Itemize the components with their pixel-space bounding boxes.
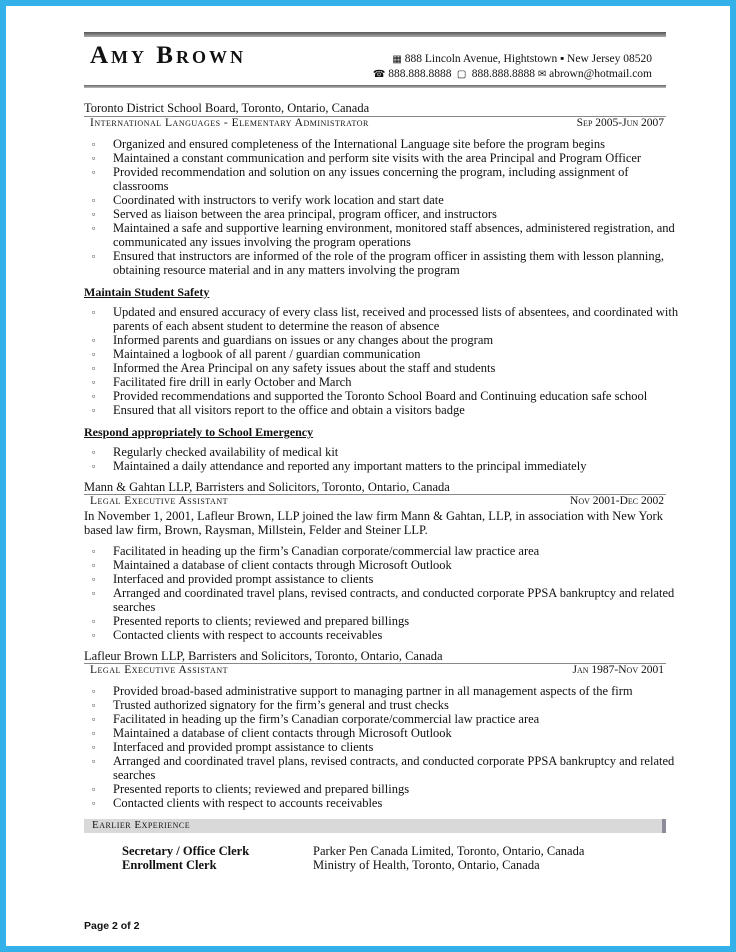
list-item: ▫ Ensured that instructors are informed of the role of the program officer in assisting them with lesson planning, obtaining resource material and in any matters involving the program xyxy=(92,249,665,277)
earlier-experience-heading: Earlier Experience xyxy=(92,819,191,831)
job-employer: Toronto District School Board, Toronto, Ontario, Canada xyxy=(84,101,370,115)
job-title: International Languages - Elementary Administrator xyxy=(90,117,369,129)
list-item: ▫ Contacted clients with respect to accounts receivables xyxy=(92,628,383,642)
subsection-heading: Respond appropriately to School Emergency xyxy=(84,425,314,439)
job-title: Legal Executive Assistant xyxy=(90,664,228,676)
email: abrown@hotmail.com xyxy=(549,68,652,80)
job-bullets xyxy=(92,684,682,810)
list-item: ▫ Provided recommendations and supported the Toronto School Board and Continuing education safe school xyxy=(92,389,648,403)
top-decorative-bar xyxy=(84,32,666,37)
list-item: ▫ Trusted authorized signatory for the firm’s general and trust checks xyxy=(92,698,449,712)
list-item: ▫ Organized and ensured completeness of the International Language site before the program begins xyxy=(92,137,605,151)
list-item: ▫ Informed the Area Principal on any safety issues about the staff and students xyxy=(92,361,496,375)
list-item: ▫ Regularly checked availability of medical kit xyxy=(92,445,339,459)
list-item: ▫ Maintained a constant communication and perform site visits with the area Principal and Program Officer xyxy=(92,151,642,165)
contact-address xyxy=(392,53,652,65)
earlier-role: Enrollment Clerk xyxy=(122,858,217,872)
job-dates: Jan 1987-Nov 2001 xyxy=(572,664,664,676)
earlier-employer: Ministry of Health, Toronto, Ontario, Canada xyxy=(313,858,540,872)
list-item: ▫ Provided broad-based administrative support to managing partner in all management aspects of the firm xyxy=(92,684,633,698)
earlier-employer: Parker Pen Canada Limited, Toronto, Ontario, Canada xyxy=(313,844,585,858)
list-item: ▫ Contacted clients with respect to accounts receivables xyxy=(92,796,383,810)
list-item: ▫ Coordinated with instructors to verify work location and start date xyxy=(92,193,444,207)
telephone-icon: ☎ xyxy=(372,69,386,80)
job-title-row xyxy=(84,663,666,676)
list-item: ▫ Presented reports to clients; reviewed and prepared billings xyxy=(92,782,410,796)
list-item: ▫ Maintained a database of client contacts through Microsoft Outlook xyxy=(92,726,452,740)
list-item: ▫ Facilitated fire drill in early October and March xyxy=(92,375,352,389)
building-icon: ▦ xyxy=(392,54,402,65)
earlier-experience-banner xyxy=(84,819,666,833)
subsection-bullets xyxy=(92,305,682,417)
address-text: 888 Lincoln Avenue, Hightstown ▪ New Jersey 08520 xyxy=(404,53,652,65)
job-bullets xyxy=(92,544,682,642)
job-summary-line: In November 1, 2001, Lafleur Brown, LLP joined the law firm Mann & Gahtan, LLP, in association with New York xyxy=(84,509,663,523)
list-item: ▫ Maintained a database of client contacts through Microsoft Outlook xyxy=(92,558,452,572)
phone-2: 888.888.8888 xyxy=(471,68,535,80)
job-dates: Sep 2005-Jun 2007 xyxy=(576,117,664,129)
list-item: ▫ Presented reports to clients; reviewed and prepared billings xyxy=(92,614,410,628)
subsection-bullets xyxy=(92,445,682,473)
list-item: ▫ Maintained a logbook of all parent / guardian communication xyxy=(92,347,421,361)
list-item: ▫ Facilitated in heading up the firm’s Canadian corporate/commercial law practice area xyxy=(92,544,540,558)
list-item: ▫ Provided recommendation and solution on any issues concerning the program, including assignment of classrooms xyxy=(92,165,629,193)
list-item: ▫ Updated and ensured accuracy of every class list, received and processed lists of absentees, and coordinated with parents of each absent student to determine the reason of absence xyxy=(92,305,679,333)
envelope-icon: ✉ xyxy=(537,69,547,80)
job-employer: Lafleur Brown LLP, Barristers and Solicitors, Toronto, Ontario, Canada xyxy=(84,649,443,663)
job-summary-line: based law firm, Brown, Raysman, Millstein, Felder and Steiner LLP. xyxy=(84,523,428,537)
list-item: ▫ Maintained a daily attendance and reported any important matters to the principal immediately xyxy=(92,459,587,473)
list-item: ▫ Served as liaison between the area principal, program officer, and instructors xyxy=(92,207,497,221)
job-employer: Mann & Gahtan LLP, Barristers and Solicitors, Toronto, Ontario, Canada xyxy=(84,480,450,494)
list-item: ▫ Facilitated in heading up the firm’s Canadian corporate/commercial law practice area xyxy=(92,712,540,726)
header-rule xyxy=(84,85,666,88)
list-item: ▫ Interfaced and provided prompt assistance to clients xyxy=(92,740,374,754)
list-item: ▫ Interfaced and provided prompt assistance to clients xyxy=(92,572,374,586)
list-item: ▫ Arranged and coordinated travel plans, revised contracts, and conducted corporate PPSA bankruptcy and related searches xyxy=(92,754,675,782)
candidate-name: Amy Brown xyxy=(90,42,246,69)
job-bullets xyxy=(92,137,682,277)
job-dates: Nov 2001-Dec 2002 xyxy=(570,495,664,507)
phone-2-icon: ▢ xyxy=(454,69,469,80)
phone-1: 888.888.8888 xyxy=(388,68,452,80)
contact-phone-email xyxy=(373,68,652,80)
job-title-row xyxy=(84,116,666,129)
job-title-row xyxy=(84,494,666,507)
subsection-heading: Maintain Student Safety xyxy=(84,285,210,299)
list-item: ▫ Arranged and coordinated travel plans, revised contracts, and conducted corporate PPSA bankruptcy and related searches xyxy=(92,586,675,614)
job-title: Legal Executive Assistant xyxy=(90,495,228,507)
list-item: ▫ Ensured that all visitors report to the office and obtain a visitors badge xyxy=(92,403,465,417)
list-item: ▫ Maintained a safe and supportive learning environment, monitored staff absences, administered registration, and communicated any issues involving the program operations xyxy=(92,221,675,249)
page-number: Page 2 of 2 xyxy=(84,920,140,932)
list-item: ▫ Informed parents and guardians on issues or any changes about the program xyxy=(92,333,494,347)
earlier-role: Secretary / Office Clerk xyxy=(122,844,250,858)
